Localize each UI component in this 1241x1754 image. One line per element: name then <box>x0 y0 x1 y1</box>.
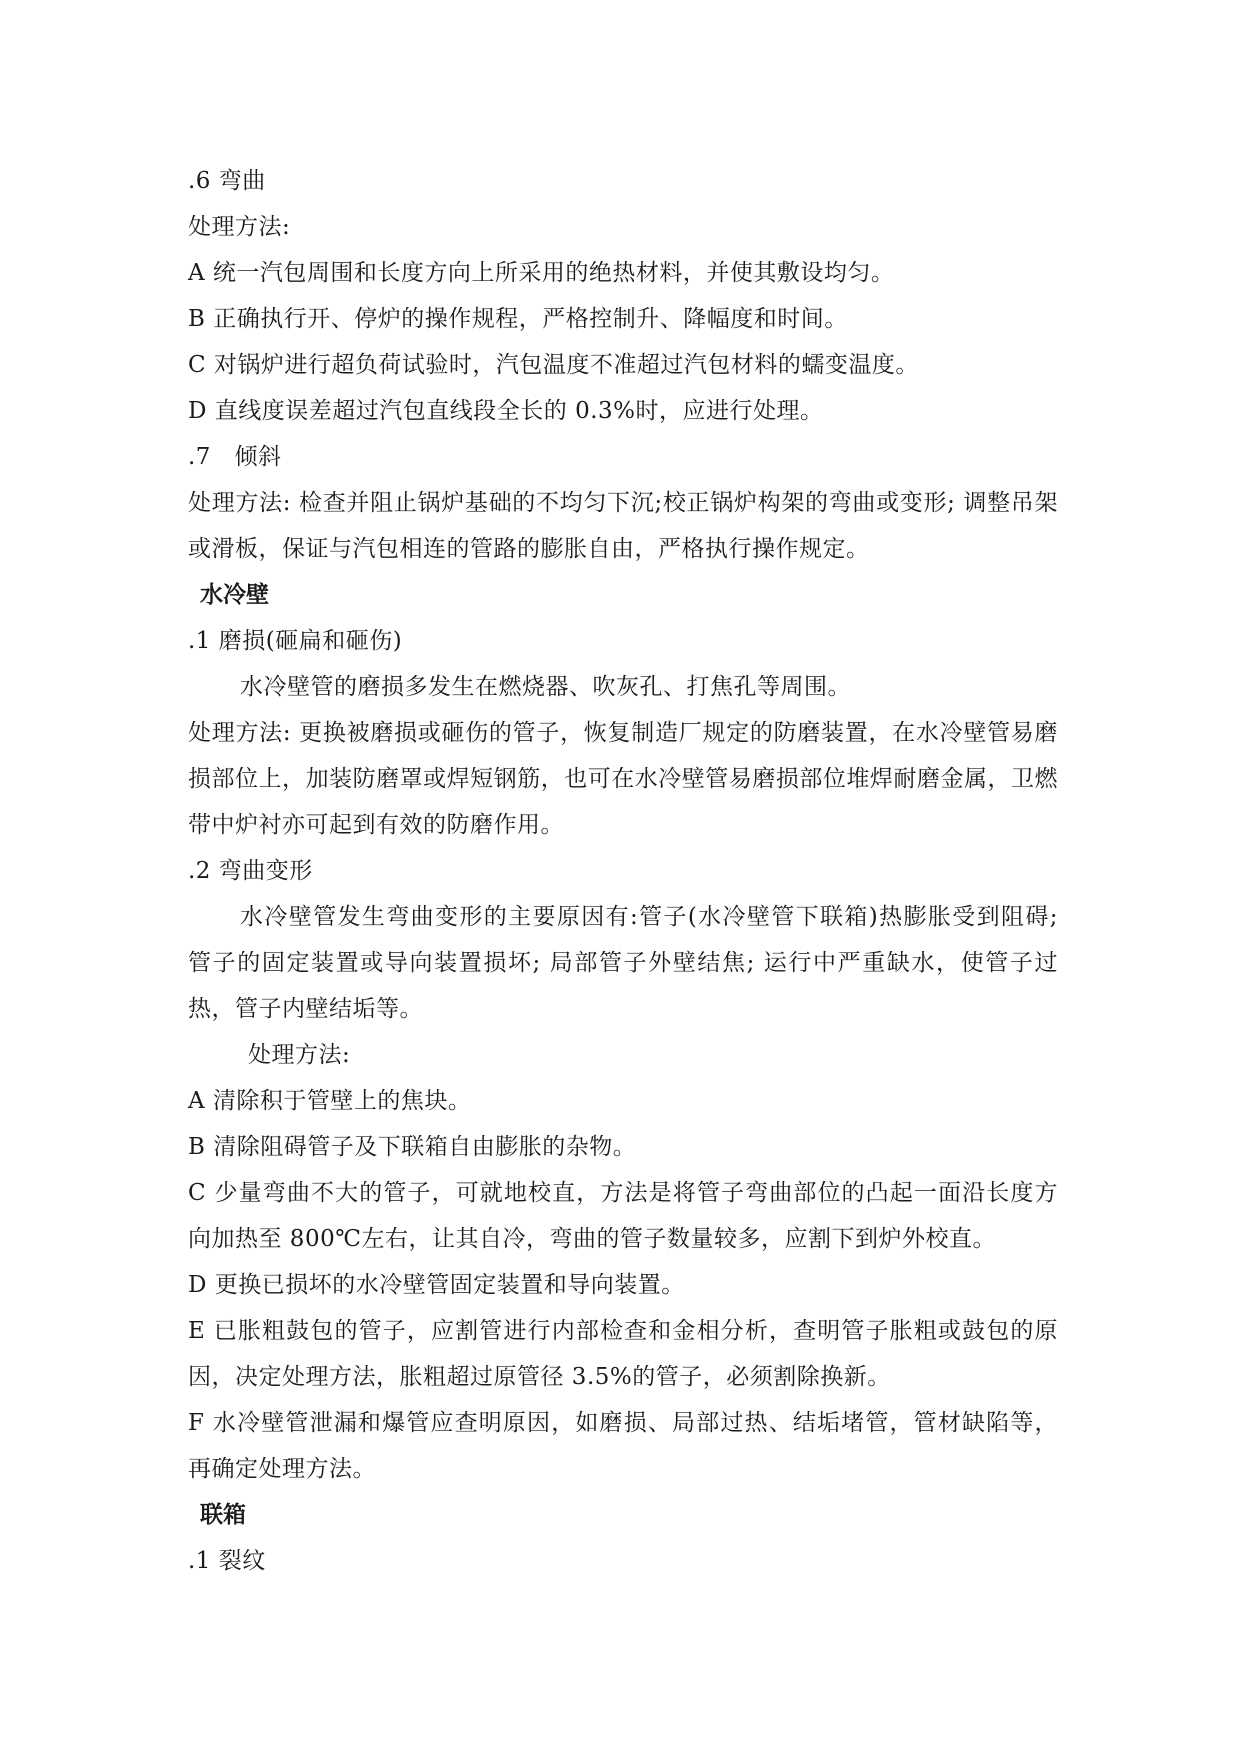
list-item: C 对锅炉进行超负荷试验时，汽包温度不准超过汽包材料的蠕变温度。 <box>188 352 919 378</box>
list-item: E 已胀粗鼓包的管子，应割管进行内部检查和金相分析，查明管子胀粗或鼓包的原因，决定处理方法，胀粗超过原管径 3.5%的管子，必须割除换新。 <box>188 1318 1058 1390</box>
paragraph-tilt-method: 处理方法: 检查并阻止锅炉基础的不均匀下沉;校正锅炉构架的弯曲或变形; 调整吊架或滑板，保证与汽包相连的管路的膨胀自由，严格执行操作规定。 <box>188 490 1058 562</box>
subsection-title-tilt: .7 倾斜 <box>188 444 282 470</box>
subsection-title-deformation: .2 弯曲变形 <box>188 858 313 884</box>
list-item: D 直线度误差超过汽包直线段全长的 0.3%时，应进行处理。 <box>188 398 824 424</box>
document-page <box>188 158 1058 1584</box>
subsection-title-wear: .1 磨损(砸扁和砸伤) <box>188 628 403 654</box>
method-label: 处理方法: <box>188 214 291 240</box>
paragraph-wear-desc: 水冷壁管的磨损多发生在燃烧器、吹灰孔、打焦孔等周围。 <box>240 674 851 700</box>
list-item: A 清除积于管壁上的焦块。 <box>188 1088 472 1114</box>
method-label: 处理方法: <box>248 1042 351 1068</box>
subsection-title-crack: .1 裂纹 <box>188 1548 266 1574</box>
paragraph-deformation-desc: 水冷壁管发生弯曲变形的主要原因有:管子(水冷壁管下联箱)热膨胀受到阻碍; 管子的固定装置或导向装置损坏; 局部管子外壁结焦; 运行中严重缺水，使管子过热，管子内壁结垢等。 <box>188 904 1058 1022</box>
list-item: B 正确执行开、停炉的操作规程，严格控制升、降幅度和时间。 <box>188 306 848 332</box>
list-item: F 水冷壁管泄漏和爆管应查明原因，如磨损、局部过热、结垢堵管，管材缺陷等，再确定处理方法。 <box>188 1410 1058 1482</box>
list-item: C 少量弯曲不大的管子，可就地校直，方法是将管子弯曲部位的凸起一面沿长度方向加热至 800℃左右，让其自冷，弯曲的管子数量较多，应割下到炉外校直。 <box>188 1180 1058 1252</box>
list-item: A 统一汽包周围和长度方向上所采用的绝热材料，并使其敷设均匀。 <box>188 260 895 286</box>
subsection-title-bending: .6 弯曲 <box>188 168 266 194</box>
section-heading-water-wall: 水冷壁 <box>200 582 269 608</box>
section-heading-header: 联箱 <box>200 1502 246 1528</box>
list-item: B 清除阻碍管子及下联箱自由膨胀的杂物。 <box>188 1134 637 1160</box>
list-item: D 更换已损坏的水冷壁管固定装置和导向装置。 <box>188 1272 685 1298</box>
paragraph-wear-method: 处理方法: 更换被磨损或砸伤的管子，恢复制造厂规定的防磨装置，在水冷壁管易磨损部位上，加装防磨罩或焊短钢筋，也可在水冷壁管易磨损部位堆焊耐磨金属，卫燃带中炉衬亦可起到有效的防磨作用。 <box>188 720 1058 838</box>
